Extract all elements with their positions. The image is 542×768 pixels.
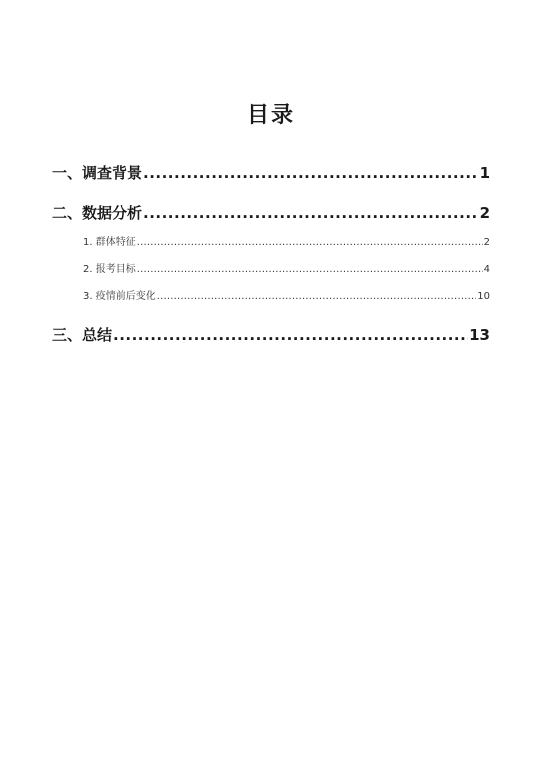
- toc-page-number: 1: [479, 164, 490, 182]
- toc-entry-subsection-2-1[interactable]: [83, 233, 490, 248]
- dot-leader: [143, 204, 479, 222]
- toc-entry-subsection-2-2[interactable]: [83, 260, 490, 275]
- toc-entry-label: 二、数据分析: [52, 204, 143, 222]
- dot-leader: [137, 264, 483, 275]
- toc-entry-section-1[interactable]: [52, 162, 490, 183]
- dot-leader: [113, 326, 468, 344]
- dot-leader: [143, 164, 479, 182]
- dot-leader: [157, 291, 477, 302]
- toc-entry-label: 三、总结: [52, 326, 113, 344]
- dot-leader: [137, 237, 483, 248]
- toc-entry-label: 2. 报考目标: [83, 264, 136, 275]
- toc-entry-section-3[interactable]: [52, 324, 490, 345]
- toc-page-number: 2: [483, 237, 490, 248]
- toc-entry-label: 3. 疫情前后变化: [83, 291, 156, 302]
- toc-page-number: 13: [469, 326, 490, 344]
- toc-entry-section-2[interactable]: [52, 202, 490, 223]
- page-title: 目录: [246, 103, 295, 128]
- toc-entry-label: 一、调查背景: [52, 164, 143, 182]
- toc-entry-label: 1. 群体特征: [83, 237, 136, 248]
- toc-page-number: 2: [479, 204, 490, 222]
- toc-page-number: 4: [483, 264, 490, 275]
- toc-entry-subsection-2-3[interactable]: [83, 287, 490, 302]
- toc-page-number: 10: [477, 291, 490, 302]
